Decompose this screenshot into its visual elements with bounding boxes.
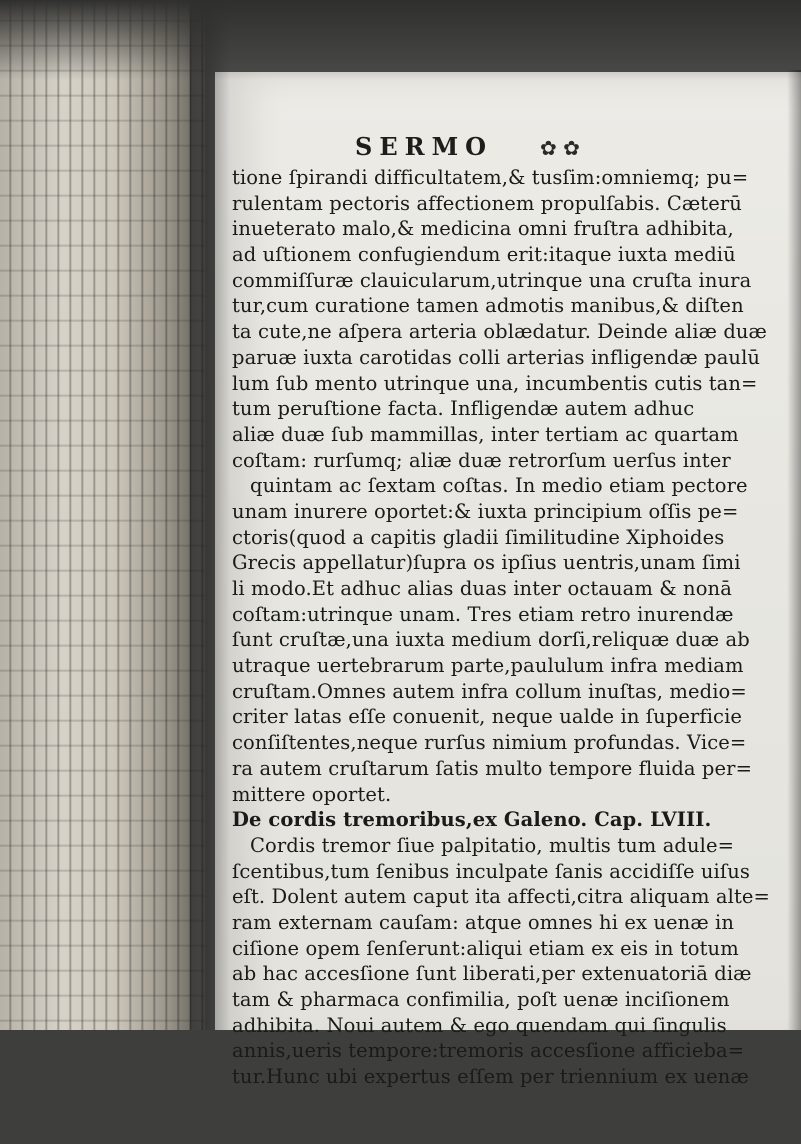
text-line: coſtam:utrinque unam. Tres etiam retro inurendæ xyxy=(232,602,734,626)
text-line: conſiſtentes,neque rurſus nimium profundas. Vice= xyxy=(232,731,747,755)
gutter-shadow xyxy=(190,0,230,1144)
text-line: ra autem cruſtarum ſatis multo tempore fluida per= xyxy=(232,756,753,780)
text-line: criter latas eſſe conuenit, neque ualde in ſuperficie xyxy=(232,705,743,729)
text-line: ſcentibus,tum ſenibus inculpate ſanis accidiſſe uiſus xyxy=(232,859,750,883)
header-ornament: ✿ ✿ xyxy=(540,136,580,160)
text-line: ciſione opem ſenſerunt:aliqui etiam ex eis in totum xyxy=(232,936,739,960)
text-line: tur,cum curatione tamen admotis manibus,& diſten xyxy=(232,294,744,318)
text-line: utraque uertebrarum parte,paululum infra mediam xyxy=(232,654,744,678)
text-line: tum peruſtione facta. Infligendæ autem adhuc xyxy=(232,397,695,421)
text-line: Cordis tremor ſiue palpitatio, multis tum adule= xyxy=(250,833,735,857)
running-head: SERMO xyxy=(355,132,494,161)
text-line: li modo.Et adhuc alias duas inter octauam & nonā xyxy=(232,577,732,600)
text-line: paruæ iuxta carotidas colli arterias infligendæ paulū xyxy=(232,345,761,369)
body-text xyxy=(232,165,792,1090)
text-line: aliæ duæ ſub mammillas, inter tertiam ac quartam xyxy=(232,422,739,446)
text-line: cruſtam.Omnes autem infra collum inuſtas, medio= xyxy=(232,679,747,703)
text-line: lum ſub mento utrinque una, incumbentis cutis tan= xyxy=(232,371,758,395)
top-scan-edge xyxy=(0,0,801,80)
text-line: ad uſtionem confugiendum erit:itaque iuxta mediū xyxy=(232,243,736,267)
text-line: coſtam: rurſumq; aliæ duæ retrorſum uerſus inter xyxy=(232,448,731,472)
text-line: rulentam pectoris affectionem propulſabis. Cæterū xyxy=(232,191,742,215)
text-line: unam inurere oportet:& iuxta principium oſſis pe= xyxy=(232,499,739,523)
text-line: tur.Hunc ubi expertus eſſem per triennium ex uenæ xyxy=(232,1065,749,1089)
text-line: tione ſpirandi difficultatem,& tusſim:omniemq; pu= xyxy=(232,166,749,189)
text-line: ta cute,ne aſpera arteria oblædatur. Deinde aliæ duæ xyxy=(232,320,767,344)
text-line: adhibita. Noui autem & ego quendam qui ſingulis xyxy=(232,1013,727,1037)
text-line: tam & pharmaca confimilia, poſt uenæ inciſionem xyxy=(232,988,730,1011)
text-line: commiſſuræ clauicularum,utrinque una cruſta inura xyxy=(232,268,752,292)
text-line: ſunt cruſtæ,una iuxta medium dorſi,reliquæ duæ ab xyxy=(232,628,750,652)
text-line: quintam ac ſextam coſtas. In medio etiam pectore xyxy=(250,474,748,498)
text-line: eſt. Dolent autem caput ita affecti,citra aliquam alte= xyxy=(232,885,770,909)
book-spine-gutter xyxy=(0,0,205,1144)
text-line: mittere oportet. xyxy=(232,782,392,806)
text-line: ram externam cauſam: atque omnes hi ex uenæ in xyxy=(232,910,735,934)
text-line: Grecis appellatur)ſupra os ipſius uentris,unam ſimi xyxy=(232,551,741,575)
text-line: ab hac accesſione ſunt liberati,per extenuatoriā diæ xyxy=(232,962,752,986)
text-line: annis,ueris tempore:tremoris accesſione afficieba= xyxy=(232,1039,745,1063)
chapter-heading: De cordis tremoribus,ex Galeno. Cap. LVIII. xyxy=(232,808,712,832)
text-line: inueterato malo,& medicina omni fruſtra adhibita, xyxy=(232,217,734,241)
text-line: ctoris(quod a capitis gladii ſimilitudine Xiphoides xyxy=(232,525,725,549)
